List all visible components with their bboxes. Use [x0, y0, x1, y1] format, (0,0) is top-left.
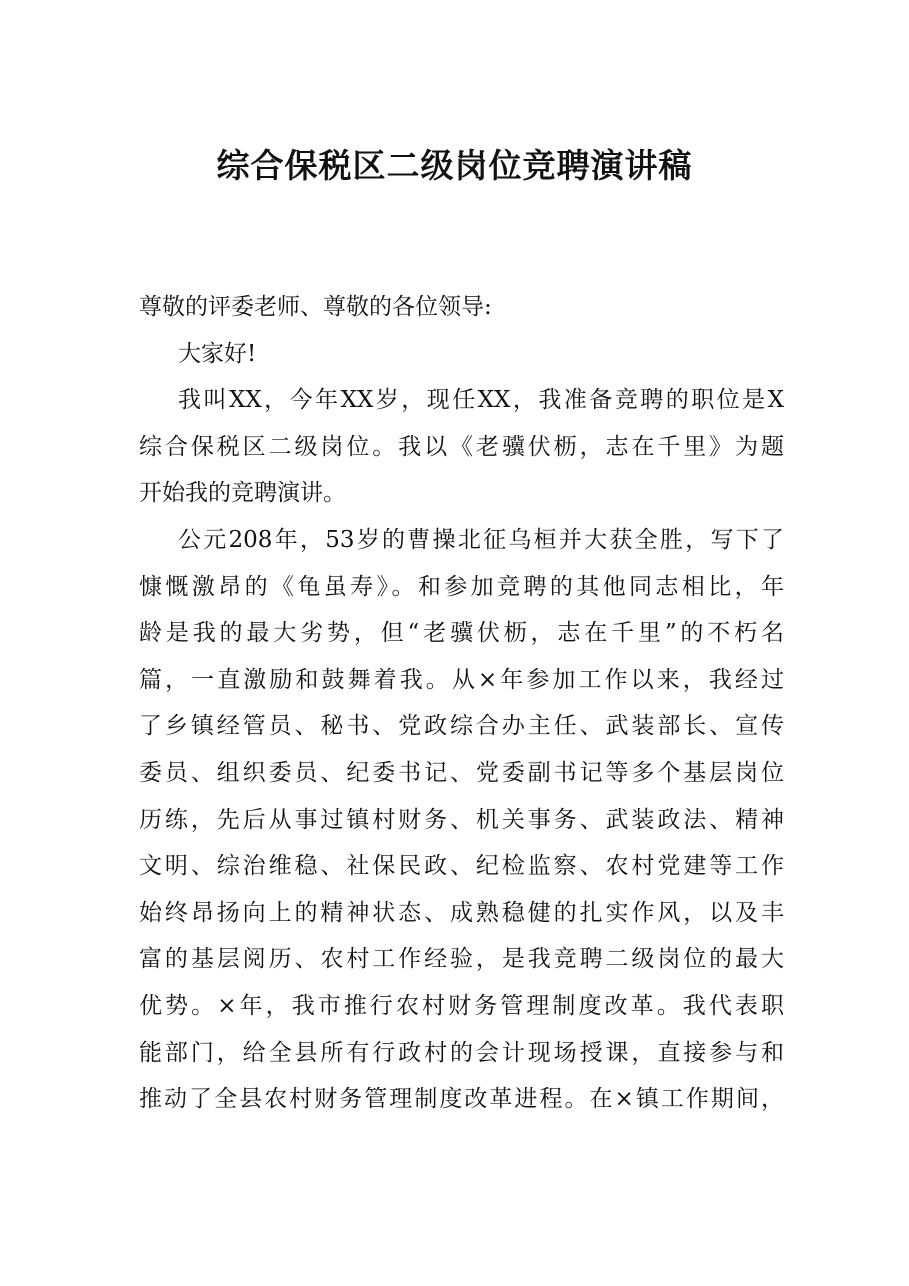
document-body	[139, 284, 784, 1123]
paragraph-line: 公元208年，53岁的曹操北征乌桓并大获全胜，写下了	[178, 526, 784, 553]
paragraph-line: 始终昂扬向上的精神状态、成熟稳健的扎实作风，以及丰	[139, 899, 784, 926]
paragraph-line: 委员、组织委员、纪委书记、党委副书记等多个基层岗位	[139, 759, 784, 786]
paragraph-line: 优势。×年，我市推行农村财务管理制度改革。我代表职	[139, 992, 784, 1019]
paragraph-line: 富的基层阅历、农村工作经验，是我竞聘二级岗位的最大	[139, 946, 784, 973]
paragraph-line: 开始我的竞聘演讲。	[139, 480, 346, 507]
salutation-line: 尊敬的评委老师、尊敬的各位领导:	[139, 294, 492, 320]
paragraph-line: 篇，一直激励和鼓舞着我。从×年参加工作以来，我经过	[139, 666, 784, 693]
paragraph-line: 龄是我的最大劣势，但“老骥伏枥，志在千里”的不朽名	[139, 620, 784, 647]
paragraph-line: 综合保税区二级岗位。我以《老骥伏枥，志在千里》为题	[139, 433, 784, 460]
paragraph-line: 我叫XX，今年XX岁，现任XX，我准备竞聘的职位是X	[178, 387, 784, 414]
greeting-line: 大家好!	[178, 340, 257, 367]
paragraph-line: 能部门，给全县所有行政村的会计现场授课，直接参与和	[139, 1039, 784, 1066]
paragraph-line: 文明、综治维稳、社保民政、纪检监察、农村党建等工作	[139, 853, 784, 880]
document-title: 综合保税区二级岗位竞聘演讲稿	[216, 146, 693, 185]
paragraph-line: 慷慨激昂的《龟虽寿》。和参加竞聘的其他同志相比，年	[139, 573, 784, 600]
paragraph-line: 了乡镇经管员、秘书、党政综合办主任、武装部长、宣传	[139, 713, 784, 740]
paragraph-line: 推动了全县农村财务管理制度改革进程。在×镇工作期间，	[139, 1086, 784, 1113]
paragraph-line: 历练，先后从事过镇村财务、机关事务、武装政法、精神	[139, 806, 784, 833]
